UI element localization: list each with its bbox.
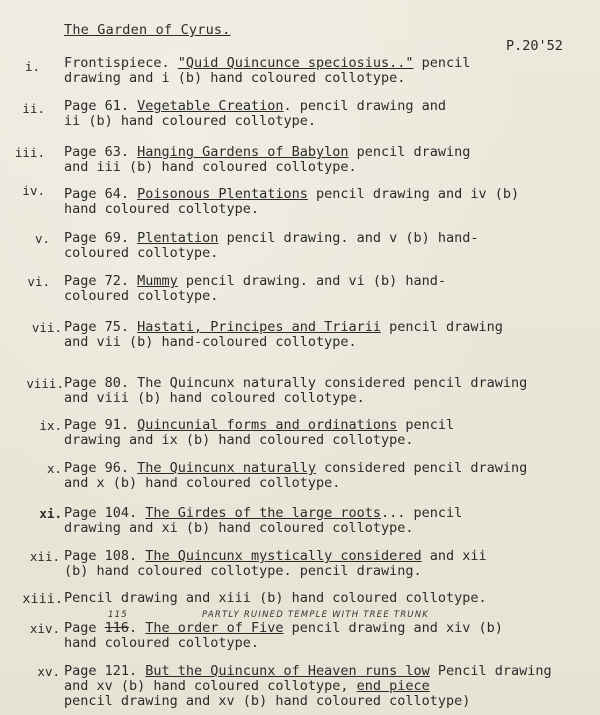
item-title: Hanging Gardens of Babylon — [137, 144, 349, 160]
item-subtitle: end piece — [356, 678, 430, 694]
item-line: Page 91. Quincunial forms and ordinations pencil — [64, 417, 455, 433]
item-numeral: x. — [46, 461, 62, 476]
item-numeral: vi. — [27, 274, 50, 289]
item-title: Poisonous Plentations — [137, 186, 308, 202]
item-numeral: ix. — [39, 418, 62, 433]
item-line: and iii (b) hand coloured collotype. — [64, 159, 357, 175]
item-line: and x (b) hand coloured collotype. — [64, 475, 341, 491]
item-line: Page 61. Vegetable Creation. pencil drawing and — [64, 98, 447, 114]
item-line: coloured collotype. — [64, 288, 219, 304]
item-title: But the Quincunx of Heaven runs low — [145, 663, 430, 679]
item-line: drawing and xi (b) hand coloured collotype. — [64, 520, 414, 536]
item-line: hand coloured collotype. — [64, 201, 260, 217]
item-numeral: iii. — [14, 145, 45, 160]
item-line: Page 80. The Quincunx naturally considered pencil drawing — [64, 375, 528, 391]
item-title: Hastati, Principes and Triarii — [137, 319, 381, 335]
item-line: Page 121. But the Quincunx of Heaven runs low Pencil drawing — [64, 663, 552, 679]
item-line: ii (b) hand coloured collotype. — [64, 113, 316, 129]
item-line: Pencil drawing and xiii (b) hand coloured collotype. — [64, 590, 487, 606]
item-line: Page 108. The Quincunx mystically considered and xii — [64, 548, 487, 564]
item-numeral: viii. — [26, 376, 64, 391]
handwritten-note: PARTLY RUINED TEMPLE WITH TREE TRUNK — [202, 610, 430, 620]
item-line: coloured collotype. — [64, 245, 219, 261]
item-line: Frontispiece. "Quid Quincunce speciosius.." pencil — [64, 55, 471, 71]
item-title: Vegetable Creation — [137, 98, 284, 114]
item-numeral: xiv. — [29, 621, 60, 636]
item-title: Plentation — [137, 230, 219, 246]
item-numeral: xi. — [39, 506, 62, 521]
handwritten-page-number: 115 — [108, 610, 128, 620]
item-title: Mummy — [137, 273, 178, 289]
item-line: Page 69. Plentation pencil drawing. and v (b) hand- — [64, 230, 479, 246]
item-line: Page 96. The Quincunx naturally considered pencil drawing — [64, 460, 528, 476]
item-numeral: i. — [24, 59, 40, 74]
item-title: "Quid Quincunce speciosius.." — [177, 55, 414, 71]
item-numeral: xiii. — [22, 591, 63, 607]
document-title: The Garden of Cyrus. — [64, 22, 231, 38]
struck-page-number: 116 — [104, 620, 130, 636]
item-line: hand coloured collotype. — [64, 635, 260, 651]
item-numeral: v. — [34, 231, 50, 246]
item-line: Page 64. Poisonous Plentations pencil drawing and iv (b) — [64, 186, 520, 202]
item-line: (b) hand coloured collotype. pencil drawing. — [64, 563, 422, 579]
item-title: The Quincunx naturally — [137, 460, 316, 476]
item-line: and viii (b) hand coloured collotype. — [64, 390, 365, 406]
item-numeral: xv. — [37, 664, 60, 679]
item-line: pencil drawing and xv (b) hand coloured collotype) — [64, 693, 471, 709]
item-title: Quincunial forms and ordinations — [137, 417, 398, 433]
item-line: and vii (b) hand-coloured collotype. — [64, 334, 357, 350]
item-line: and xv (b) hand coloured collotype, end piece — [64, 678, 430, 694]
item-numeral: iv. — [22, 183, 45, 198]
item-numeral: vii. — [31, 320, 62, 335]
item-title: The Girdes of the large roots — [145, 505, 381, 521]
reference-number: P.20'52 — [506, 38, 563, 54]
item-line: drawing and ix (b) hand coloured collotype. — [64, 432, 414, 448]
item-numeral: ii. — [22, 101, 45, 116]
item-line: Page 72. Mummy pencil drawing. and vi (b) hand- — [64, 273, 447, 289]
item-line: Page 116. The order of Five pencil drawing and xiv (b) — [64, 620, 503, 636]
item-numeral: xii. — [29, 549, 60, 564]
item-title: The order of Five — [145, 620, 284, 636]
item-title: The Quincunx mystically considered — [145, 548, 422, 564]
item-line: Page 104. The Girdes of the large roots... pencil — [64, 505, 463, 521]
item-line: Page 75. Hastati, Principes and Triarii pencil drawing — [64, 319, 503, 335]
item-line: drawing and i (b) hand coloured collotype. — [64, 70, 406, 86]
item-line: Page 63. Hanging Gardens of Babylon pencil drawing — [64, 144, 471, 160]
